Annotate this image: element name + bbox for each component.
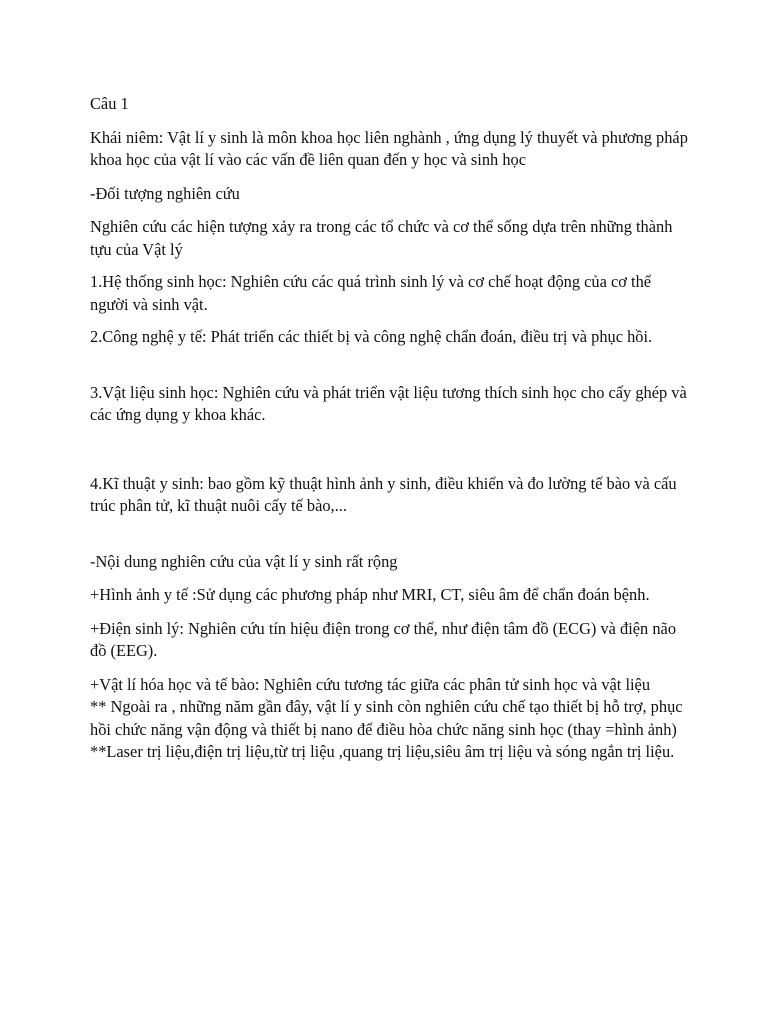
definition-paragraph: Khái niêm: Vật lí y sinh là môn khoa học liên nghành , ứng dụng lý thuyết và phương pháp khoa học của vật lí vào các vấn đề liên quan đến y học và sinh học	[90, 127, 688, 169]
item-biological-systems: 1.Hệ thống sinh học: Nghiên cứu các quá trình sinh lý và cơ chế hoạt động của cơ thể người và sinh vật.	[90, 272, 652, 314]
item-medical-imaging: +Hình ảnh y tế :Sử dụng các phương pháp như MRI, CT, siêu âm để chẩn đoán bệnh.	[90, 585, 650, 604]
research-object-heading: -Đối tượng nghiên cứu	[90, 183, 240, 203]
note-therapies: **Laser trị liệu,điện trị liệu,từ trị liệu ,quang trị liệu,siêu âm trị liệu và sóng ngắn trị liệu.	[90, 742, 675, 761]
item-electrophysiology: +Điện sinh lý: Nghiên cứu tín hiệu điện trong cơ thể, như điện tâm đồ (ECG) và điện não đồ (EEG).	[90, 618, 677, 660]
research-content-heading: -Nội dung nghiên cứu của vật lí y sinh rất rộng	[90, 551, 398, 571]
document-page	[90, 93, 690, 764]
item-biomedical-engineering: 4.Kĩ thuật y sinh: bao gồm kỹ thuật hình ảnh y sinh, điều khiển và đo lường tế bào và cấu trúc phân tử, kĩ thuật nuôi cấy tế bào,...	[90, 473, 677, 515]
item-cell-physical-chemistry: +Vật lí hóa học và tế bào: Nghiên cứu tương tác giữa các phân tử sinh học và vật liệu	[90, 674, 651, 694]
item-medical-technology: 2.Công nghệ y tế: Phát triển các thiết bị và công nghệ chẩn đoán, điều trị và phục hồi.	[90, 327, 653, 346]
research-object-paragraph: Nghiên cứu các hiện tượng xảy ra trong các tổ chức và cơ thể sống dựa trên những thành tựu của Vật lý	[90, 217, 673, 259]
note-recent-research: ** Ngoài ra , những năm gần đây, vật lí y sinh còn nghiên cứu chế tạo thiết bị hỗ trợ, phục hồi chức năng vận động và thiết bị nano để điều hòa chức năng sinh học (thay =hình ảnh)	[90, 697, 683, 739]
question-heading: Câu 1	[90, 94, 129, 113]
item-biomaterials: 3.Vật liệu sinh học: Nghiên cứu và phát triển vật liệu tương thích sinh học cho cấy ghép và các ứng dụng y khoa khác.	[90, 382, 687, 424]
